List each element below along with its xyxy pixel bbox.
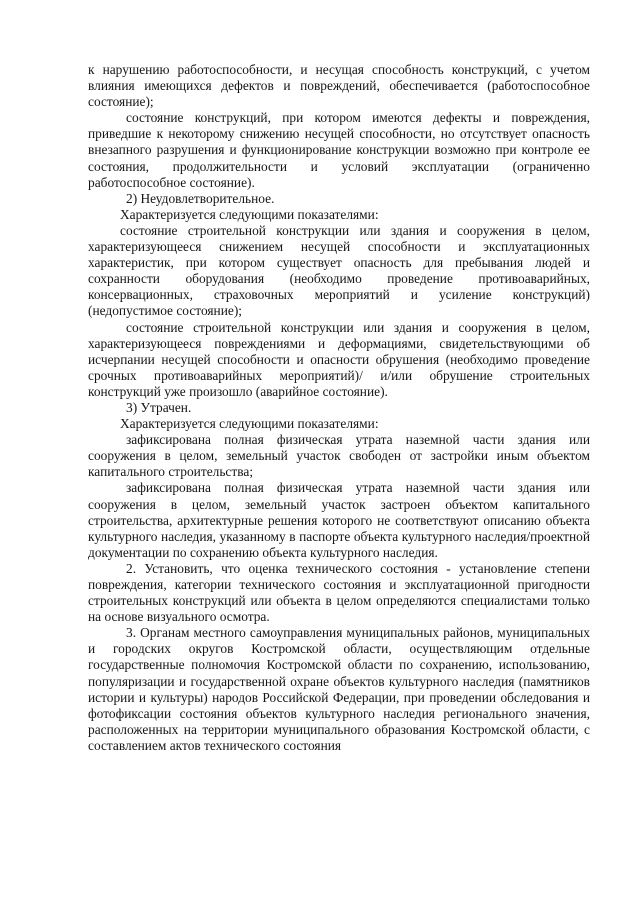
paragraph-indicators-intro-1: Характеризуется следующими показателями: — [120, 206, 379, 222]
paragraph-limited-workable-state: состояние конструкций, при котором имеются дефекты и повреждения, приведшие к некоторому снижению несущей способности, но отсутствует опасность внезапного разрушения и функционирование конструкции возможно при контроле ее состояния, продолжительности и условий эксплуатации (ограниченно работоспособное состояние). — [88, 110, 590, 190]
paragraph-workable-state: к нарушению работоспособности, и несущая способность конструкций, с учетом влияния имеющихся дефектов и повреждений, обеспечивается (работоспособное состояние); — [88, 62, 590, 110]
paragraph-heading-lost: 3) Утрачен. — [126, 399, 192, 415]
document-body — [88, 62, 590, 754]
paragraph-lost-free-land: зафиксирована полная физическая утрата наземной части здания или сооружения в целом, земельный участок свободен от застройки иным объектом капитального строительства; — [88, 432, 590, 480]
paragraph-unacceptable-state: состояние строительной конструкции или здания и сооружения в целом, характеризующееся снижением несущей способности и эксплуатационных характеристик, при котором существует опасность для пребывания людей и сохранности оборудования (необходимо проведение противоаварийных, консервационных, страховочных мероприятий и усиление конструкций) (недопустимое состояние); — [88, 222, 590, 319]
paragraph-emergency-state: состояние строительной конструкции или здания и сооружения в целом, характеризующееся повреждениями и деформациями, свидетельствующими об исчерпании несущей способности и опасности обрушения (необходимо проведение срочных противоаварийных мероприятий)/ и/или обрушение строительных конструкций уже произошло (аварийное состояние). — [88, 319, 590, 399]
paragraph-item-2: 2. Установить, что оценка технического состояния - установление степени повреждения, категории технического состояния и эксплуатационной пригодности строительных конструкций или объекта в целом определяются специалистами только на основе визуального осмотра. — [88, 560, 590, 625]
paragraph-heading-unsatisfactory: 2) Неудовлетворительное. — [126, 190, 275, 206]
paragraph-item-3: 3. Органам местного самоуправления муниципальных районов, муниципальных и городских округов Костромской области, осуществляющим отдельные государственные полномочия Костромской области по сохранению, использованию, популяризации и государственной охране объектов культурного наследия (памятников истории и культуры) народов Российской Федерации, при проведении обследования и фотофиксации состояния объектов культурного наследия регионального значения, расположенных на территории муниципального образования Костромской области, с составлением актов технического состояния — [88, 625, 590, 753]
paragraph-indicators-intro-2: Характеризуется следующими показателями: — [120, 416, 379, 432]
paragraph-lost-built-land: зафиксирована полная физическая утрата наземной части здания или сооружения в целом, земельный участок застроен объектом капитального строительства, архитектурные решения которого не соответствуют описанию объекта культурного наследия, указанному в паспорте объекта культурного наследия/проектной документации по сохранению объекта культурного наследия. — [88, 480, 590, 560]
